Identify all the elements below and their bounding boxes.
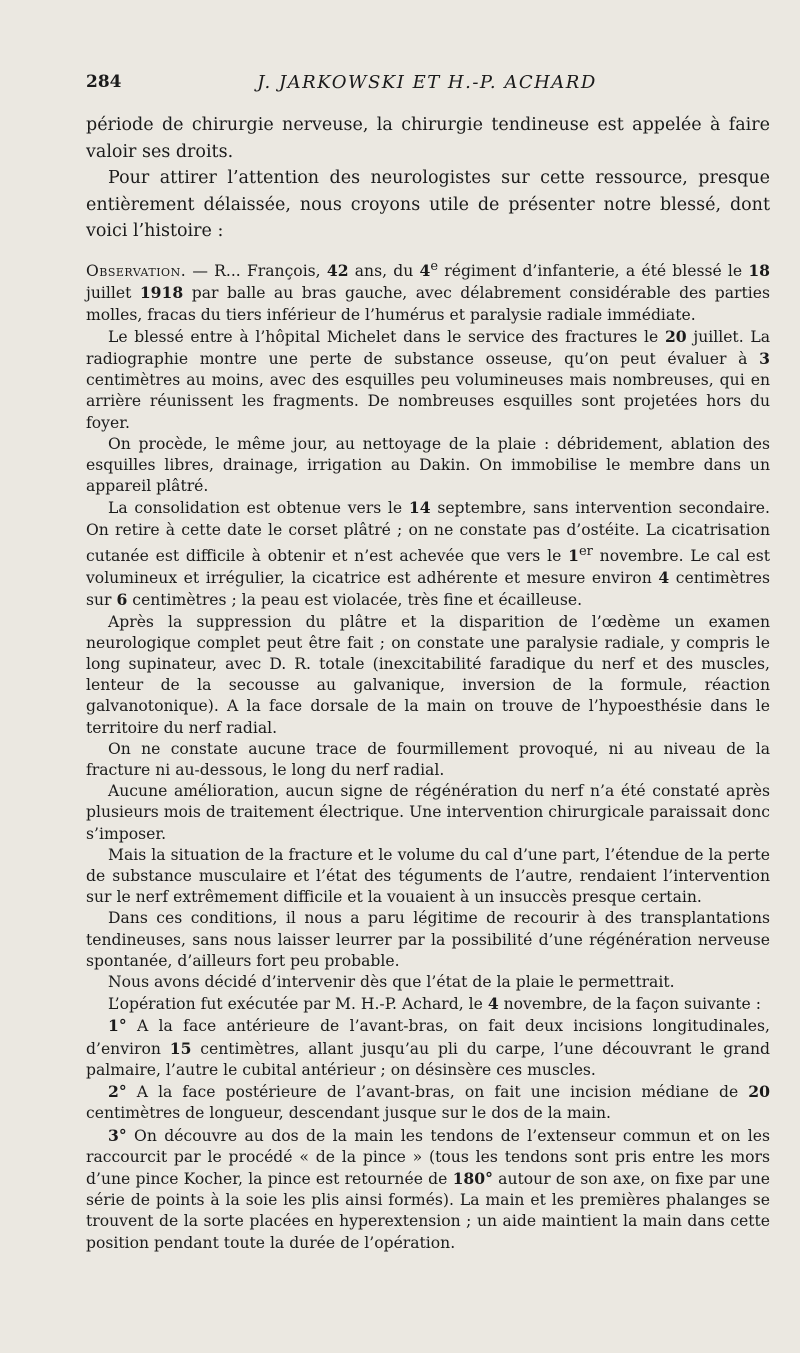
page-number: 284 (86, 72, 122, 92)
observation-paragraph-1: Observation. — R... François, 42 ans, du 4e régiment d’infanterie, a été blessé le 18 juillet 1918 par balle au bras gauche, avec délabrement considérable des parties molles, fracas du tiers inférieur de l’humérus et paralysie radiale immédiate. (86, 259, 771, 324)
observation-paragraph-2: Le blessé entre à l’hôpital Michelet dans le service des fractures le 20 juillet. La radiographie montre une perte de substance osseuse, qu’on peut évaluer à 3 centimètres au moins, avec des esquilles peu volumineuses mais nombreuses, qui en arrière réunissent les fragments. De nombreuses esquilles sont projetées hors du foyer. (86, 326, 771, 432)
observation-paragraph-6: On ne constate aucune trace de fourmillement provoqué, ni au niveau de la fracture ni au-dessous, le long du nerf radial. (86, 739, 770, 780)
procedure-step-2: 2° A la face postérieure de l’avant-bras, on fait une incision médiane de 20 centimètres de longueur, descendant jusque sur le dos de la main. (86, 1082, 770, 1123)
observation-paragraph-4: La consolidation est obtenue vers le 14 septembre, sans intervention secondaire. On retire à cette date le corset plâtré ; on ne constate pas d’ostéite. La cicatrisation cutanée est difficile à obtenir et n’est achevée que vers le 1er novembre. Le cal est volumineux et irrégulier, la cicatrice est adhérente et mesure environ 4 centimètres sur 6 centimètres ; la peau est violacée, très fine et écailleuse. (86, 498, 770, 610)
observation-label: Observation. (86, 262, 187, 281)
observation-paragraph-11: L’opération fut exécutée par M. H.-P. Achard, le 4 novembre, de la façon suivante : (108, 994, 761, 1014)
intro-text (86, 112, 770, 245)
observation-section (86, 256, 770, 1254)
observation-paragraph-9: Dans ces conditions, il nous a paru légitime de recourir à des transplantations tendineuses, sans nous laisser leurrer par la possibilité d’une régénération nerveuse spontanée, d’ailleurs fort peu probable. (86, 909, 770, 970)
observation-paragraph-8: Mais la situation de la fracture et le volume du cal d’une part, l’étendue de la perte de substance musculaire et l’état des téguments de l’autre, rendaient l’intervention sur le nerf extrêmement difficile et la vouaient à un insuccès presque certain. (86, 845, 770, 907)
running-head: J. JARKOWSKI ET H.-P. ACHARD (257, 72, 597, 93)
intro-paragraph-2: Pour attirer l’attention des neurologistes sur cette ressource, presque entièrement délaissée, nous croyons utile de présenter notre blessé, dont voici l’histoire : (86, 168, 770, 241)
observation-paragraph-10: Nous avons décidé d’intervenir dès que l’état de la plaie le permettrait. (108, 973, 675, 992)
intro-paragraph-1: période de chirurgie nerveuse, la chirurgie tendineuse est appelée à faire valoir ses droits. (86, 115, 770, 162)
procedure-step-3: 3° On découvre au dos de la main les tendons de l’extenseur commun et on les raccourcit par le procédé « de la pince » (tous les tendons sont pris entre les mors d’une pince Kocher, la pince est retournée de 180° autour de son axe, on fixe par une série de points à la soie les plis ainsi formés). La main et les premières phalanges se trouvent de la sorte placées en hyperextension ; un aide maintient la main dans cette position pendant toute la durée de l’opération. (86, 1125, 770, 1252)
page-header (86, 72, 768, 96)
observation-paragraph-7: Aucune amélioration, aucun signe de régénération du nerf n’a été constaté après plusieurs mois de traitement électrique. Une intervention chirurgicale paraissait donc s’imposer. (86, 782, 770, 843)
observation-paragraph-3: On procède, le même jour, au nettoyage de la plaie : débridement, ablation des esquilles libres, drainage, irrigation au Dakin. On immobilise le membre dans un appareil plâtré. (86, 434, 770, 496)
observation-paragraph-5: Après la suppression du plâtre et la disparition de l’œdème un examen neurologique complet peut être fait ; on constate une paralysie radiale, y compris le long supinateur, avec D. R. totale (inexcitabilité faradique du nerf et des muscles, lenteur de la secousse au galvanique, inversion de la formule, réaction galvanotonique). A la face dorsale de la main on trouve de l’hypoesthésie dans le territoire du nerf radial. (86, 612, 770, 737)
procedure-step-1: 1° A la face antérieure de l’avant-bras, on fait deux incisions longitudinales, d’environ 15 centimètres, allant jusqu’au pli du carpe, l’une découvrant le grand palmaire, l’autre le cubital antérieur ; on désinsère ces muscles. (86, 1016, 770, 1079)
